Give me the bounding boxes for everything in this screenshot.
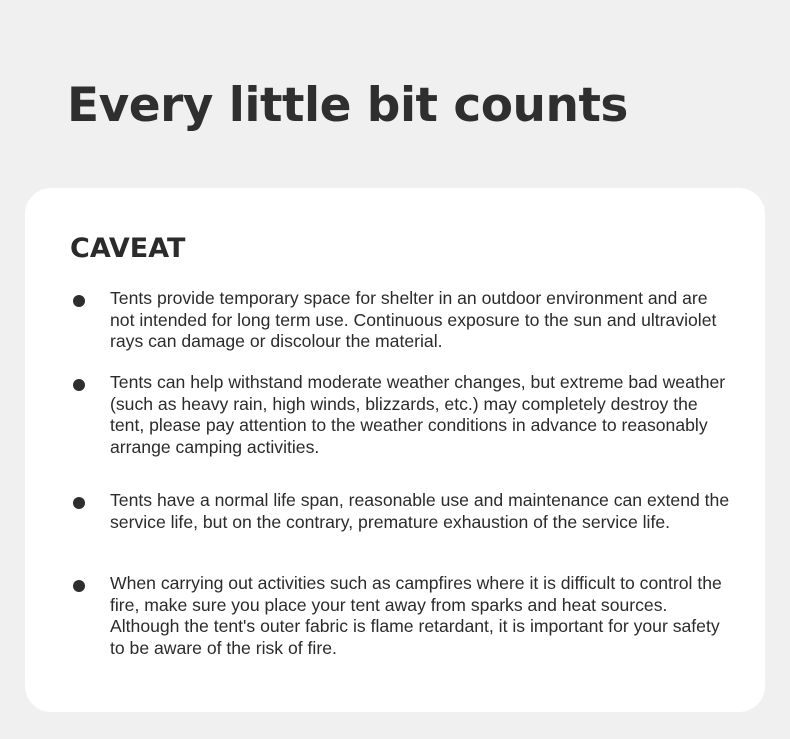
- bullet-icon: [73, 295, 85, 307]
- bullet-icon: [73, 497, 85, 509]
- bullet-icon: [73, 580, 85, 592]
- bullet-icon: [73, 379, 85, 391]
- caveat-item-text: Tents can help withstand moderate weather changes, but extreme bad weather (such as heavy rain, high winds, blizzards, etc.) may completely destroy the tent, please pay attention to the weather conditions in advance to reasonably arrange camping activities.: [110, 372, 726, 457]
- caveat-item-text: Tents have a normal life span, reasonable use and maintenance can extend the service life, but on the contrary, premature exhaustion of the service life.: [110, 490, 730, 532]
- caveat-item-text: When carrying out activities such as campfires where it is difficult to control the fire, make sure you place your tent away from sparks and heat sources. Although the tent's outer fabric is flame retardant, it is important for your safety to be aware of the risk of fire.: [110, 573, 722, 658]
- page-title: Every little bit counts: [67, 78, 628, 133]
- caveat-item-text: Tents provide temporary space for shelter in an outdoor environment and are not intended for long term use. Continuous exposure to the sun and ultraviolet rays can damage or discolour the material.: [110, 288, 717, 352]
- caveat-card: [25, 188, 765, 712]
- section-title: CAVEAT: [70, 233, 186, 264]
